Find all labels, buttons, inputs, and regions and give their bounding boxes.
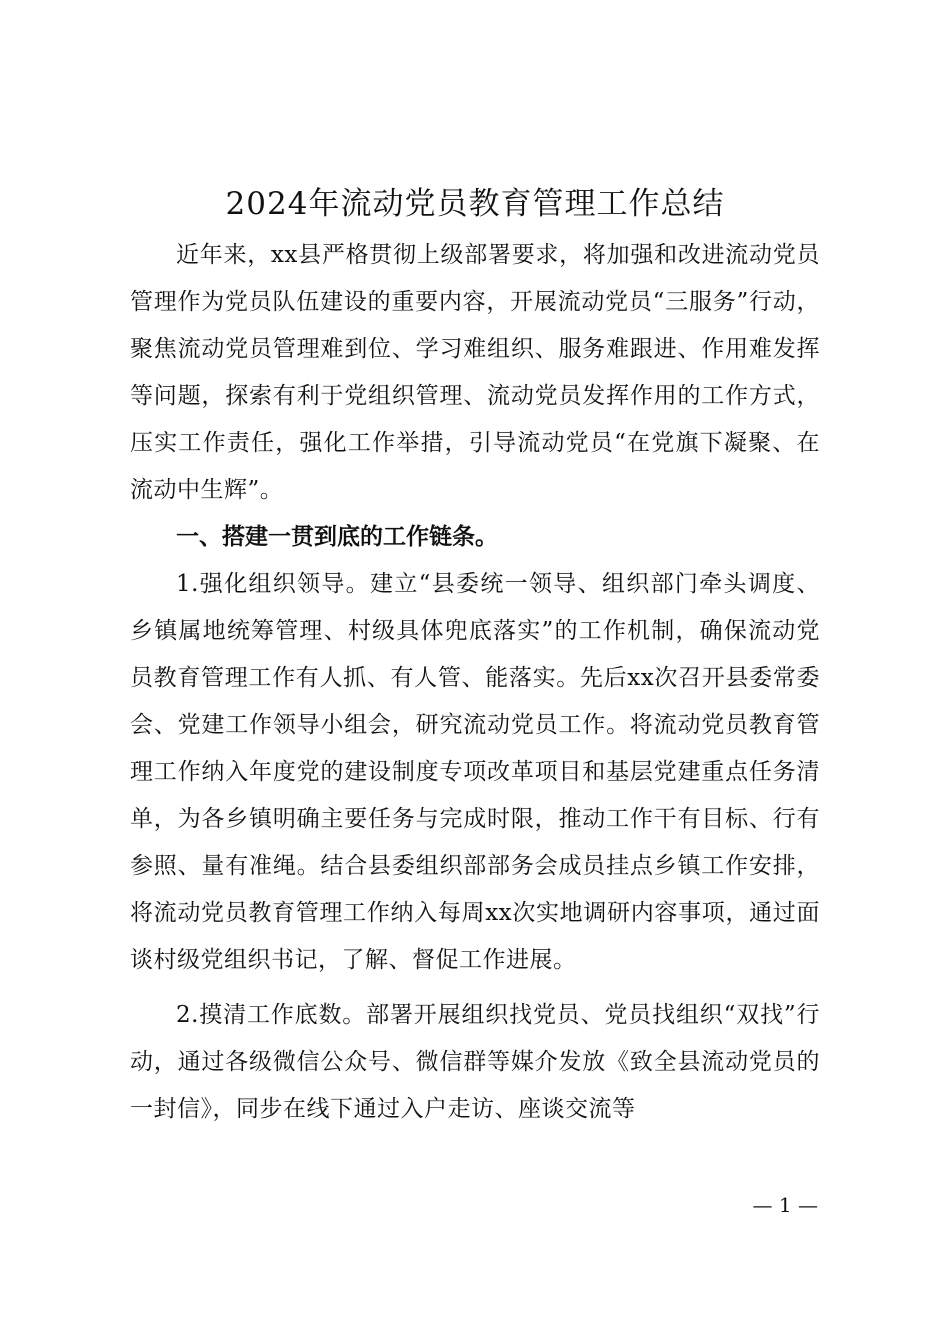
document-title: 2024年流动党员教育管理工作总结 [225,186,725,222]
intro-paragraph: 近年来，xx县严格贯彻上级部署要求，将加强和改进流动党员管理作为党员队伍建设的重要内容，开展流动党员“三服务”行动，聚焦流动党员管理难到位、学习难组织、服务难跟进、作用难发挥等问题，探索有利于党组织管理、流动党员发挥作用的工作方式，压实工作责任，强化工作举措，引导流动党员“在党旗下凝聚、在流动中生辉”。 [130,242,820,503]
paragraph-work-baseline: 2.摸清工作底数。部署开展组织找党员、党员找组织“双找”行动，通过各级微信公众号、微信群等媒介发放《致全县流动党员的一封信》，同步在线下通过入户走访、座谈交流等 [130,1002,820,1122]
section-heading-1: 一、搭建一贯到底的工作链条。 [176,524,498,550]
paragraph-spacer [130,984,820,992]
page-number: — 1 — [752,1193,818,1217]
document-body [130,232,820,1133]
paragraph-organization-leadership: 1.强化组织领导。建立“县委统一领导、组织部门牵头调度、乡镇属地统筹管理、村级具体兜底落实”的工作机制，确保流动党员教育管理工作有人抓、有人管、能落实。先后xx次召开县委常委会、党建工作领导小组会，研究流动党员工作。将流动党员教育管理工作纳入年度党的建设制度专项改革项目和基层党建重点任务清单，为各乡镇明确主要任务与完成时限，推动工作干有目标、行有参照、量有准绳。结合县委组织部部务会成员挂点乡镇工作安排，将流动党员教育管理工作纳入每周xx次实地调研内容事项，通过面谈村级党组织书记，了解、督促工作进展。 [130,571,820,973]
